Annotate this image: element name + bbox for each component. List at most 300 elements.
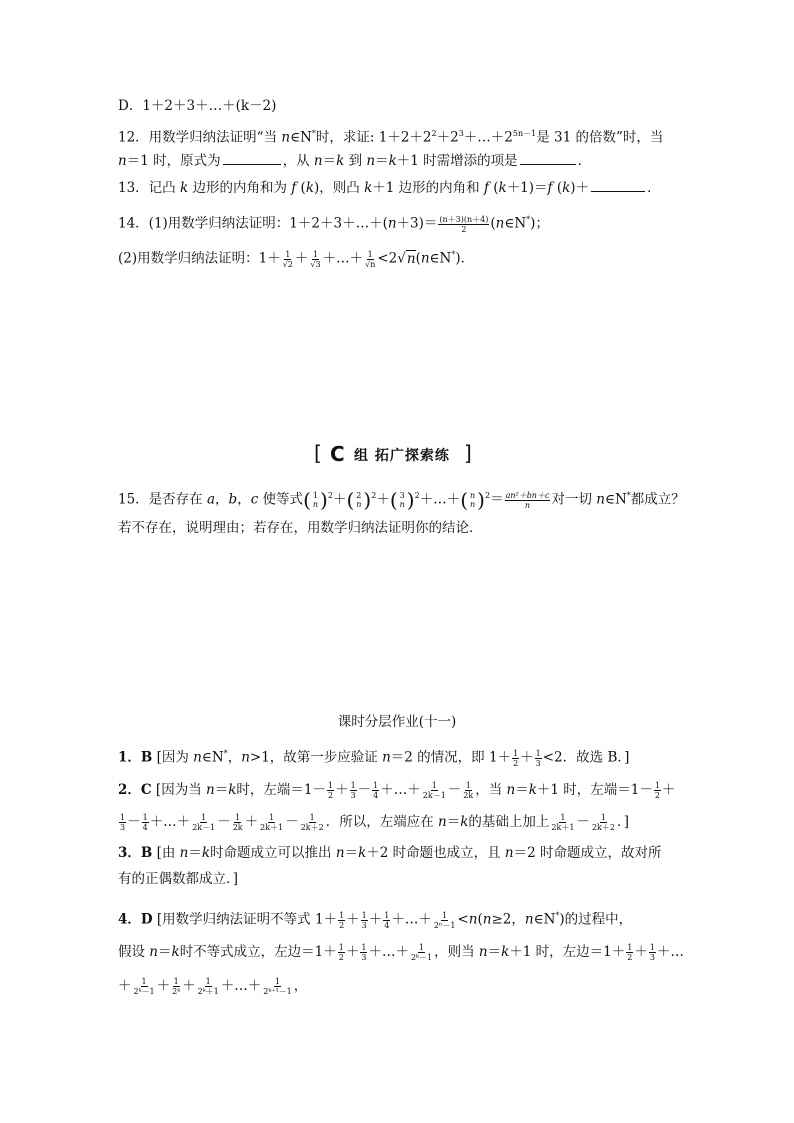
q12-var: k	[336, 153, 345, 169]
a1-sup: *	[223, 749, 228, 758]
fraction-numerator: 1	[205, 977, 211, 986]
a4-fraction	[360, 943, 367, 962]
q14-fraction	[364, 250, 376, 269]
q12-text: ，从	[282, 153, 314, 169]
q15-var: n	[596, 491, 605, 508]
q15-text: ＋	[332, 491, 347, 508]
q13-var: f	[291, 180, 297, 196]
a3-var: n	[335, 845, 345, 861]
a4-var: n	[524, 911, 534, 928]
a2-text: －	[576, 814, 590, 830]
fraction-denominator: n	[312, 500, 319, 509]
a2-text: 的基础上加上	[468, 814, 550, 830]
section-title: 组 拓广探索练	[354, 448, 450, 464]
answer-blank[interactable]	[223, 150, 281, 165]
q14-var: n	[495, 215, 505, 232]
answer-label: 4．D	[118, 911, 153, 928]
a4-var: n	[482, 911, 492, 928]
fraction-denominator: 2k＋2	[300, 823, 324, 832]
fraction-denominator: 2k－1	[422, 791, 446, 800]
a2-text: [因为当	[151, 782, 206, 798]
a4-text: ＝	[487, 944, 502, 960]
a2-var: k	[528, 782, 537, 798]
q15-text: ，	[215, 491, 229, 508]
q12-text: 12．用数学归纳法证明“当	[118, 129, 282, 146]
a2-fraction	[350, 781, 357, 800]
fraction-denominator: 2	[627, 953, 633, 962]
answer-label: 1．B	[118, 749, 153, 766]
a1-fraction	[535, 749, 542, 768]
fraction-numerator: 1	[442, 910, 448, 920]
a1-text: ＋	[520, 749, 534, 766]
q15-fraction	[355, 491, 362, 509]
a1-fraction	[512, 749, 519, 768]
fraction-denominator: 2	[327, 791, 334, 800]
fraction-denominator: n	[470, 500, 476, 509]
q14-text: ∈N	[429, 250, 452, 267]
right-paren: )	[406, 488, 415, 512]
right-paren: )	[320, 488, 328, 512]
fraction-numerator: 1	[327, 781, 334, 790]
a4-text: ＋	[156, 978, 171, 994]
fraction-numerator: 1	[361, 943, 367, 952]
fraction-numerator: 1	[465, 781, 471, 790]
q12-text: ＋1 时需增添的项是	[396, 153, 518, 169]
q12-text: ＋…＋2	[463, 129, 513, 146]
fraction-numerator: 1	[654, 781, 660, 790]
a4-text: ＋	[182, 978, 196, 994]
a1-var: n	[193, 749, 202, 766]
fraction-denominator: 3	[120, 823, 126, 832]
a2-text: ＋1 时，左端＝1－	[536, 782, 653, 798]
a4-text: [用数学归纳法证明不等式 1＋	[152, 911, 338, 928]
fraction-denominator: √2	[282, 259, 293, 269]
fraction-denominator: 4	[384, 920, 390, 930]
a3-var: n	[179, 845, 189, 861]
sqrt-symbol: √	[397, 250, 406, 267]
answer-4-line-3	[118, 976, 307, 996]
fraction-numerator: (n＋3)(n＋4)	[439, 214, 489, 224]
q13-var: f	[547, 180, 553, 196]
q15-fraction	[399, 491, 406, 509]
right-paren: )	[363, 488, 372, 512]
a4-text: ＋	[634, 944, 648, 960]
a4-text: ，则当	[434, 944, 479, 960]
left-paren: (	[346, 488, 355, 512]
a2-var: n	[438, 814, 447, 830]
a1-text: >1，故第一步应验证	[249, 749, 383, 766]
section-c-header	[314, 442, 484, 466]
a4-text: ＋…	[656, 944, 684, 960]
q13-text: ．	[647, 180, 661, 196]
q14-var: n	[406, 250, 416, 267]
a3-text: ＝	[188, 845, 202, 861]
a2-fraction	[550, 813, 575, 832]
q15-sup: *	[626, 491, 631, 500]
q12-sup: 2	[431, 129, 437, 138]
q12-var: k	[388, 153, 397, 169]
a1-text: [因为	[152, 749, 194, 766]
fraction-denominator: 2k－1	[192, 823, 216, 832]
a3-var: n	[504, 845, 514, 861]
left-paren: (	[460, 488, 468, 512]
q14-text: (	[490, 215, 496, 232]
answer-2-line-2	[118, 812, 629, 832]
a4-fraction	[626, 943, 633, 962]
q12-text: ＝	[375, 153, 389, 169]
a1-text: ，	[227, 749, 242, 766]
fraction-numerator: 1	[285, 249, 291, 259]
q13-var: k	[305, 180, 315, 196]
a4-text: ＋	[345, 944, 360, 960]
answer-1	[118, 744, 629, 768]
q14-text: ∈N	[504, 215, 527, 232]
q12-var: n	[366, 153, 376, 169]
fraction-denominator: 2k	[463, 791, 474, 800]
fraction-numerator: 1	[367, 249, 373, 259]
q15-var: a	[206, 491, 216, 508]
a4-fraction	[433, 911, 457, 930]
q12-sup: 3	[458, 129, 464, 138]
answer-4-line-1	[118, 906, 632, 930]
fraction-numerator: 1	[350, 781, 356, 790]
a4-fraction	[133, 977, 156, 996]
a4-var: n	[478, 944, 488, 960]
q12-text: 时，求证: 1＋2＋2	[315, 129, 432, 146]
a1-text: ＝2 的情况，即 1＋	[390, 749, 512, 766]
a2-fraction	[327, 781, 334, 800]
fraction-numerator: an²＋bn＋c	[505, 490, 550, 500]
a2-fraction	[300, 813, 325, 832]
a4-text: ＋1 时，左边＝1＋	[509, 944, 626, 960]
question-14-part-1	[118, 210, 549, 234]
q14-text: ＋…＋	[322, 250, 364, 267]
a2-var: k	[460, 814, 469, 830]
a3-text: ＝	[344, 845, 359, 861]
fraction-denominator: 2k＋1	[551, 823, 575, 832]
question-15-line-2	[118, 518, 483, 538]
answer-3-line-1	[118, 843, 662, 863]
a2-text: ，当	[475, 782, 507, 798]
fraction-denominator: 2	[461, 224, 467, 234]
q13-var: k	[562, 180, 571, 196]
fraction-denominator: 2k＋1	[260, 823, 284, 832]
fraction-numerator: 1	[338, 943, 344, 952]
answer-blank[interactable]	[591, 177, 645, 192]
q13-var: k	[498, 180, 507, 196]
a4-text: ＝	[158, 944, 172, 960]
a4-text: ∈N	[533, 911, 556, 928]
fraction-numerator: 3	[399, 491, 405, 500]
a4-text: 假设	[118, 944, 150, 960]
a3-text: ＝2 时命题成立，故对所	[513, 845, 662, 861]
left-paren: (	[389, 488, 398, 512]
fraction-denominator: 2k	[232, 823, 243, 832]
fraction-denominator: 2ᵏ－1	[133, 987, 155, 996]
a2-text: ＋…＋	[149, 814, 191, 830]
a2-text: ．]	[616, 814, 629, 830]
a4-text: ＋	[118, 978, 132, 994]
q15-text: 对一切	[551, 491, 597, 508]
a4-fraction	[262, 977, 293, 996]
a3-var: k	[358, 845, 367, 861]
q15-text: 若不存在，说明理由；若存在，用数学归纳法证明你的结论．	[118, 520, 483, 536]
a1-var: n	[241, 749, 250, 766]
q12-text: ．	[577, 153, 592, 169]
a2-text: ＝	[214, 782, 229, 798]
a2-text: －	[357, 782, 372, 798]
q15-text: ＋	[376, 491, 390, 508]
q14-fraction	[282, 250, 294, 269]
a2-text: －	[285, 814, 299, 830]
fraction-numerator: 1	[339, 910, 345, 920]
q13-text: 13．记凸	[118, 180, 180, 196]
a4-var: k	[501, 944, 510, 960]
q13-var: k	[179, 180, 189, 196]
a4-text: ＋	[368, 911, 383, 928]
a2-text: ＝	[515, 782, 529, 798]
q14-text: (2)用数学归纳法证明：1＋	[118, 250, 281, 267]
a2-text: －	[447, 782, 462, 798]
a2-fraction	[259, 813, 284, 832]
answer-blank[interactable]	[520, 150, 576, 165]
a4-text: ，	[293, 978, 308, 994]
q12-sup: 5n－1	[512, 129, 537, 138]
fraction-denominator: 4	[373, 791, 379, 800]
a4-fraction	[338, 911, 345, 930]
q14-text: ＋3)＝	[396, 215, 438, 232]
fraction-denominator: n	[356, 500, 362, 509]
q13-text: (	[296, 180, 306, 196]
q14-var: n	[420, 250, 430, 267]
a2-fraction	[372, 781, 379, 800]
fraction-denominator: 2ᵏ	[172, 987, 181, 996]
a3-text: [由	[152, 845, 180, 861]
a4-fraction	[338, 943, 345, 962]
q12-text: ＝1 时，原式为	[126, 153, 221, 169]
fraction-denominator: 2	[339, 920, 345, 930]
q14-fraction	[438, 215, 489, 234]
fraction-numerator: 1	[274, 977, 281, 986]
a4-fraction	[197, 977, 220, 996]
a2-text: ＋	[662, 782, 676, 798]
a4-text: ≥2，	[491, 911, 525, 928]
q14-text: ＋	[294, 250, 309, 267]
q13-var: f	[483, 180, 489, 196]
fraction-numerator: 2	[356, 491, 362, 500]
answer-label: 3．B	[118, 845, 153, 861]
q12-sup: *	[311, 129, 316, 138]
q13-text: )＋	[570, 180, 590, 196]
a3-text: 有的正偶数都成立．]	[118, 871, 239, 887]
q12-var: n	[313, 153, 323, 169]
a4-sup: *	[555, 911, 560, 920]
a2-fraction	[142, 813, 149, 832]
fraction-denominator: 2	[654, 791, 660, 800]
a2-text: ＝	[446, 814, 461, 830]
q14-var: n	[387, 215, 397, 232]
fraction-denominator: 2ᵏ－1	[410, 953, 433, 962]
a2-text: ＋	[244, 814, 259, 830]
a3-text: 时命题成立可以推出	[210, 845, 336, 861]
a2-fraction	[654, 781, 661, 800]
a4-fraction	[410, 943, 433, 962]
q12-text: 是 31 的倍数”时，当	[536, 129, 664, 146]
fraction-denominator: 2	[338, 953, 344, 962]
question-14-part-2	[118, 245, 474, 269]
fraction-numerator: n	[470, 491, 476, 500]
q15-text: ∈N	[604, 491, 627, 508]
fraction-numerator: 1	[141, 977, 147, 986]
q13-text: 边形的内角和为	[188, 180, 292, 196]
a3-text: ＋2 时命题也成立，且	[366, 845, 505, 861]
fraction-denominator: 3	[649, 953, 655, 962]
fraction-numerator: 1	[361, 910, 367, 920]
q15-var: b	[228, 491, 238, 508]
answer-4-line-2	[118, 942, 684, 962]
q14-fraction	[309, 250, 321, 269]
fraction-denominator: n	[399, 500, 405, 509]
a4-text: 时不等式成立，左边＝1＋	[179, 944, 337, 960]
fraction-numerator: 1	[384, 910, 390, 920]
fraction-numerator: 1	[418, 943, 425, 952]
q15-fraction	[469, 491, 476, 509]
fraction-denominator: 2k＋2	[591, 823, 615, 832]
left-bracket: [	[314, 441, 322, 465]
fraction-denominator: 2ᵏ⁺¹－1	[263, 987, 292, 996]
fraction-denominator: 3	[361, 953, 367, 962]
q12-text: ＝	[322, 153, 337, 169]
q15-text: ＋…＋	[419, 491, 461, 508]
q14-sup: *	[526, 215, 531, 224]
q15-var: c	[250, 491, 259, 508]
fraction-numerator: 1	[649, 943, 655, 952]
a4-var: k	[171, 944, 180, 960]
a4-text: ＋…＋	[220, 978, 262, 994]
fraction-denominator: n	[524, 500, 531, 510]
a2-var: n	[506, 782, 516, 798]
a2-text: ＋	[335, 782, 349, 798]
answer-3-line-2	[118, 869, 238, 889]
q15-sup: 2	[414, 491, 420, 500]
a2-text: ．所以，左端应在	[325, 814, 439, 830]
fraction-denominator: 2ᵏ＋1	[197, 987, 219, 996]
q12-text: ＋2	[436, 129, 459, 146]
a4-text: <	[457, 911, 469, 928]
question-13	[118, 177, 661, 198]
a2-fraction	[119, 813, 126, 832]
a4-text: ＋…＋	[391, 911, 432, 928]
option-d-text: D．1＋2＋3＋…＋(k－2)	[118, 98, 277, 114]
q13-text: (	[488, 180, 499, 196]
q13-text: ＋1 边形的内角和	[372, 180, 484, 196]
q13-text: (	[552, 180, 563, 196]
q14-text: 14．(1)用数学归纳法证明：1＋2＋3＋…＋(	[118, 215, 388, 232]
fraction-numerator: 1	[269, 813, 275, 822]
fraction-numerator: 1	[309, 813, 315, 822]
question-15-line-1	[118, 486, 685, 510]
q15-text: 都成立？	[630, 491, 685, 508]
fraction-denominator: 4	[142, 823, 148, 832]
fraction-numerator: 1	[535, 748, 541, 758]
a4-text: (	[477, 911, 483, 928]
a2-fraction	[232, 813, 244, 832]
section-badge: C	[330, 442, 345, 466]
fraction-numerator: 1	[600, 813, 606, 822]
a4-text: )的过程中，	[559, 911, 633, 928]
q13-text: ＋1)＝	[506, 180, 548, 196]
a3-var: k	[201, 845, 211, 861]
q12-text: ∈N	[290, 129, 312, 146]
question-12-line-1	[118, 124, 663, 148]
fraction-numerator: 1	[120, 813, 126, 822]
fraction-numerator: 1	[312, 249, 319, 259]
q15-text: 使等式	[258, 491, 304, 508]
fraction-numerator: 1	[627, 943, 633, 952]
q15-sup: 2	[371, 491, 377, 500]
fraction-denominator: 2	[513, 758, 519, 768]
fraction-numerator: 1	[173, 977, 179, 986]
q12-var: n	[281, 129, 291, 146]
a2-fraction	[462, 781, 474, 800]
q15-sup: 2	[327, 491, 333, 500]
fraction-numerator: 1	[431, 781, 437, 790]
a4-fraction	[383, 911, 390, 930]
a2-text: ＋…＋	[380, 782, 421, 798]
fraction-denominator: 3	[361, 920, 367, 930]
question-12-line-2	[118, 150, 591, 171]
q14-text: )．	[455, 250, 475, 267]
q13-text: )，则凸	[314, 180, 365, 196]
fraction-denominator: √3	[310, 259, 321, 269]
a4-fraction	[171, 977, 181, 996]
fraction-denominator: 3	[350, 791, 356, 800]
answer-2-line-1	[118, 780, 676, 800]
a2-text: 时，左端＝1－	[236, 782, 326, 798]
a1-text: ∈N	[201, 749, 224, 766]
q12-text: 到	[344, 153, 367, 169]
a4-var: n	[468, 911, 478, 928]
answers-title: 课时分层作业(十一)	[337, 714, 457, 730]
a4-var: n	[149, 944, 158, 960]
fraction-numerator: 1	[201, 813, 207, 822]
q13-var: k	[364, 180, 373, 196]
fraction-numerator: 1	[312, 491, 318, 500]
a4-text: ＋…＋	[368, 944, 409, 960]
left-paren: (	[303, 488, 311, 512]
option-d	[118, 96, 276, 116]
answer-label: 2．C	[118, 782, 152, 798]
fraction-numerator: 1	[373, 781, 379, 790]
a2-fraction	[422, 781, 447, 800]
q14-sup: *	[451, 250, 456, 259]
a2-fraction	[591, 813, 616, 832]
q14-text: (	[415, 250, 421, 267]
fraction-denominator: 2ⁿ－1	[433, 920, 456, 930]
a2-text: －	[217, 814, 231, 830]
fraction-denominator: √n	[365, 259, 376, 269]
fraction-numerator: 1	[142, 813, 148, 822]
right-paren: )	[477, 488, 485, 512]
right-bracket: ]	[464, 441, 472, 465]
fraction-numerator: 1	[513, 748, 519, 758]
fraction-numerator: 1	[235, 813, 241, 822]
fraction-numerator: 1	[560, 813, 566, 822]
q14-text: )；	[530, 215, 549, 232]
q15-sup: 2	[484, 491, 491, 500]
a2-var: k	[228, 782, 237, 798]
q15-fraction	[505, 491, 551, 510]
